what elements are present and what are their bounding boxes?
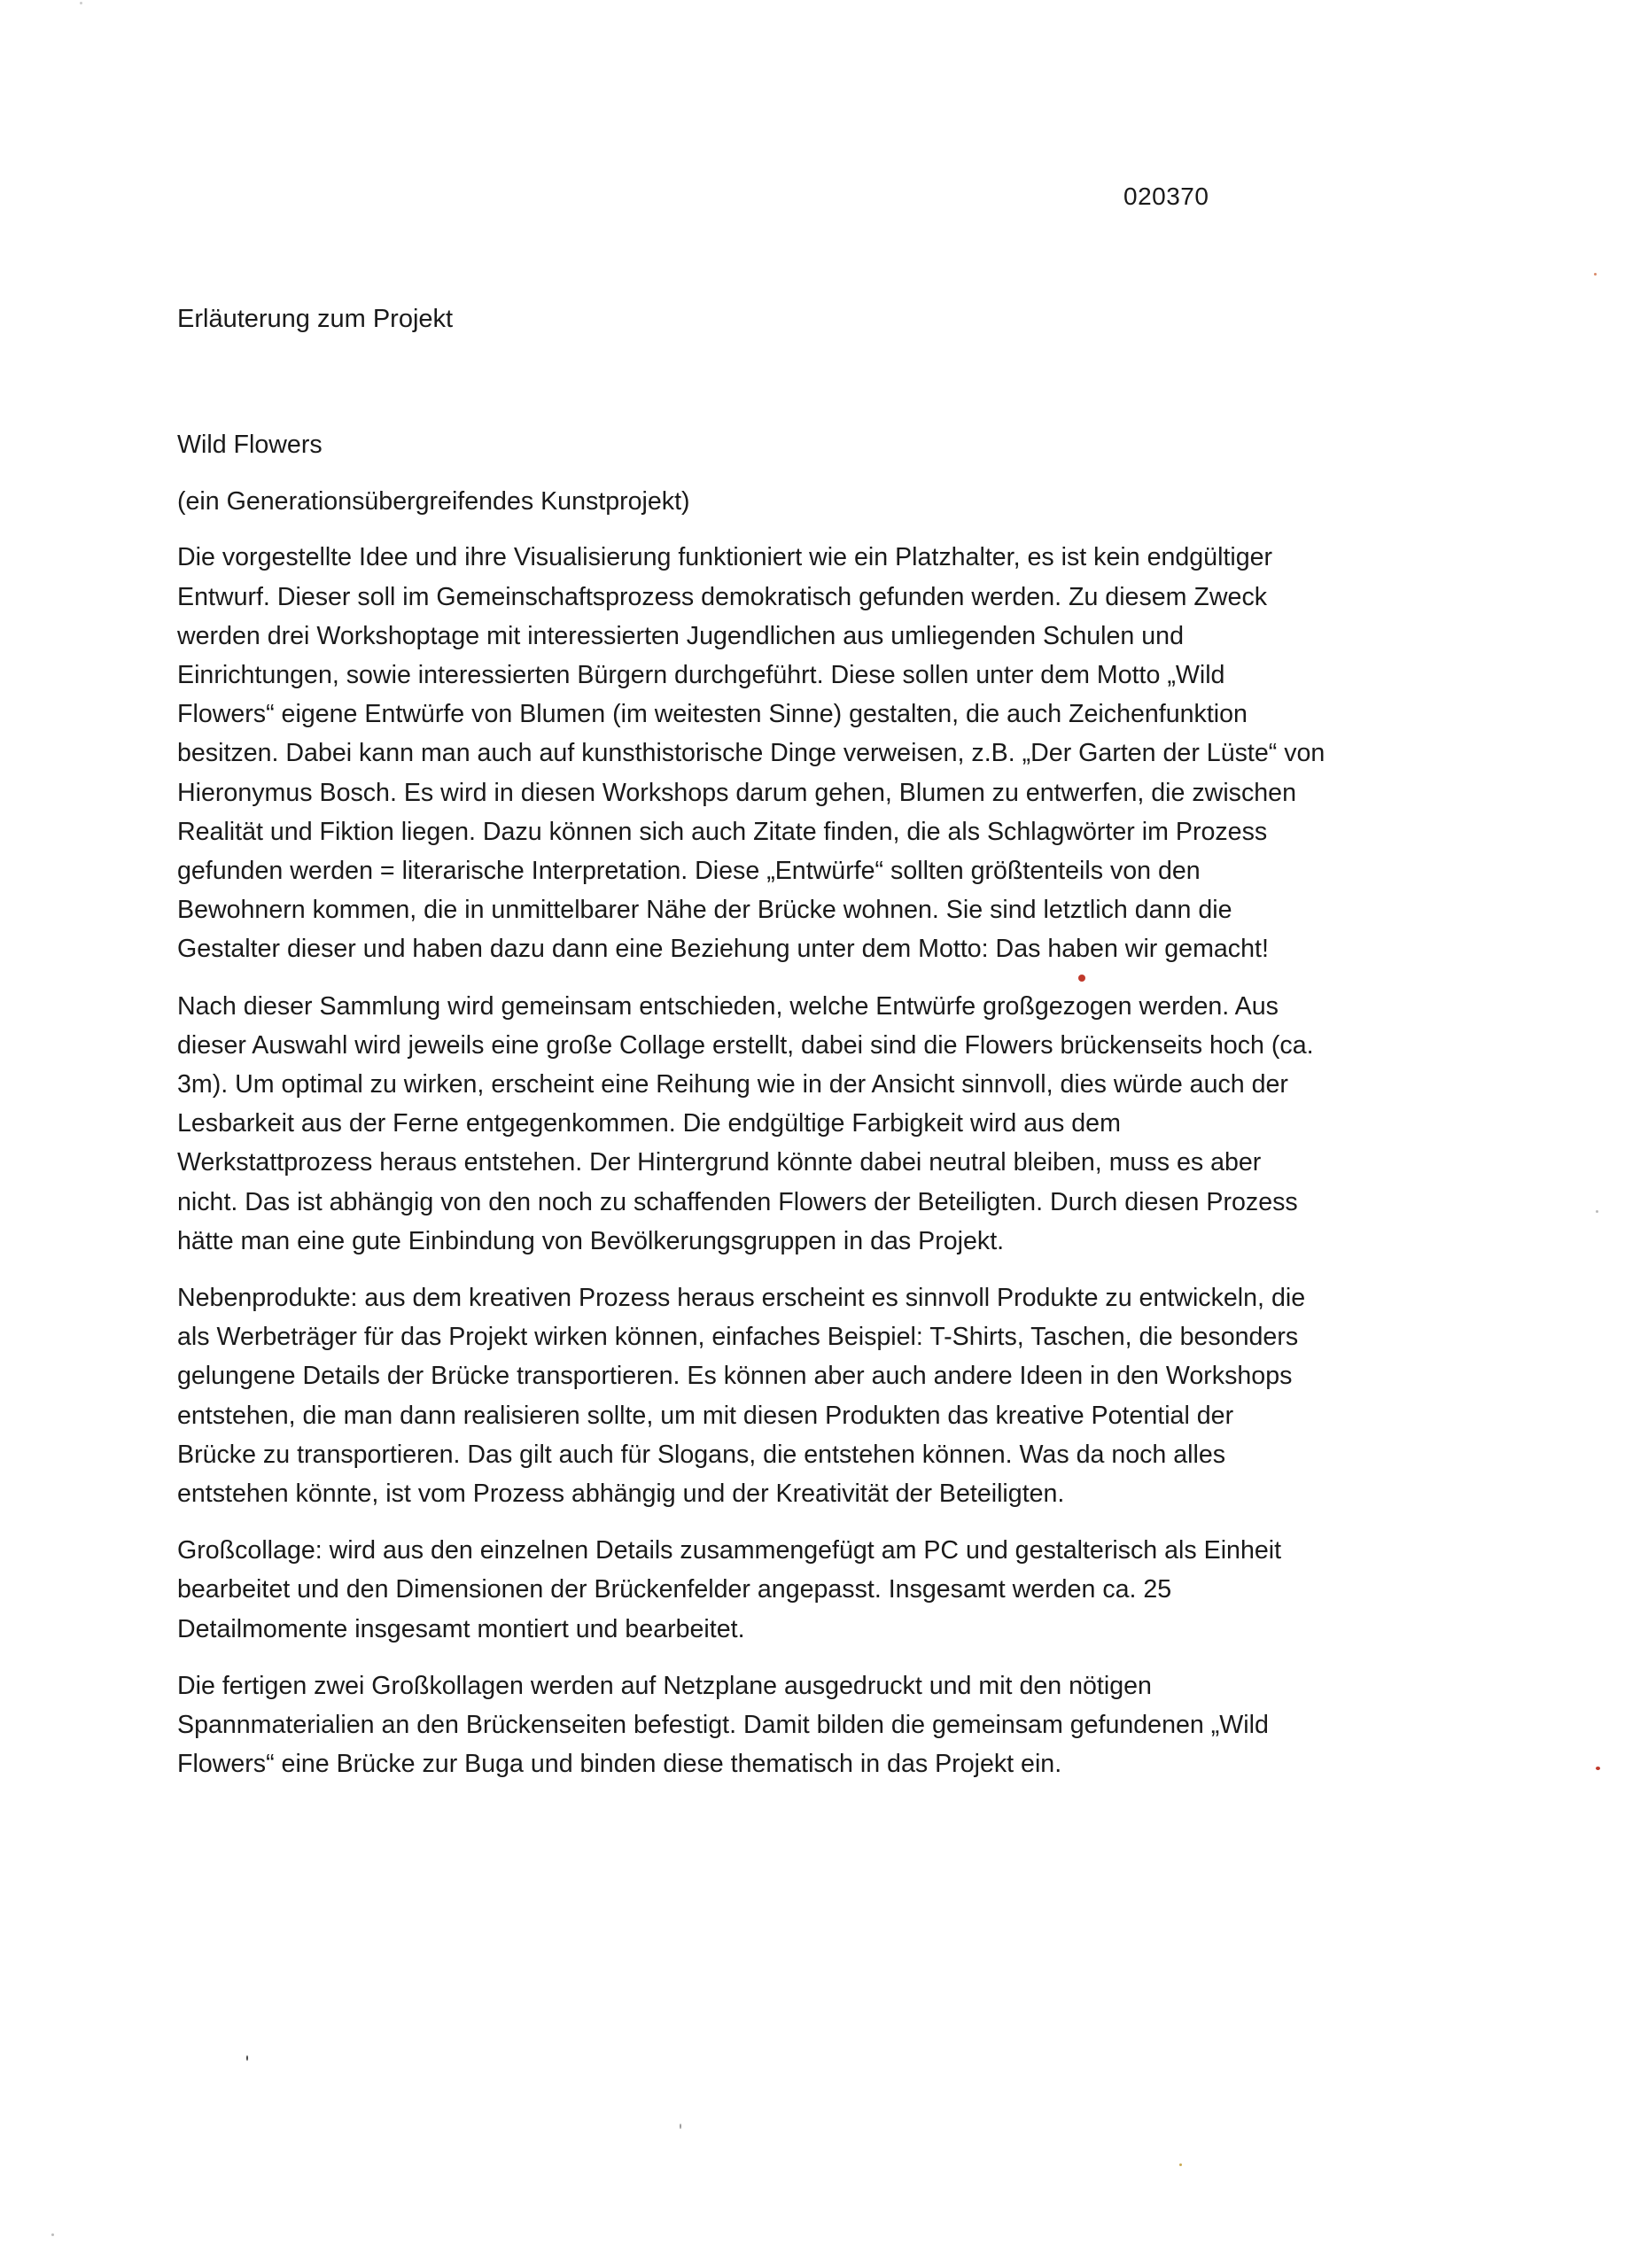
text-line: Hieronymus Bosch. Es wird in diesen Workshops darum gehen, Blumen zu entwerfen, die zwischen: [177, 778, 1296, 807]
project-subtitle: (ein Generationsübergreifendes Kunstprojekt): [177, 487, 690, 517]
text-line: dieser Auswahl wird jeweils eine große Collage erstellt, dabei sind die Flowers brückenseits hoch (ca.: [177, 1030, 1314, 1060]
text-line: Die vorgestellte Idee und ihre Visualisierung funktioniert wie ein Platzhalter, es ist kein endgültiger: [177, 543, 1273, 572]
text-line: Flowers“ eine Brücke zur Buga und binden diese thematisch in das Projekt ein.: [177, 1750, 1062, 1779]
document-body: [177, 425, 1471, 1802]
body-paragraph: [177, 987, 1471, 1261]
text-line: Realität und Fiktion liegen. Dazu können sich auch Zitate finden, die als Schlagwörter im Prozess: [177, 817, 1268, 846]
text-line: Die fertigen zwei Großkollagen werden auf Netzplane ausgedruckt und mit den nötigen: [177, 1671, 1152, 1700]
text-line: besitzen. Dabei kann man auch auf kunsthistorische Dinge verweisen, z.B. „Der Garten der Lüste“ von: [177, 739, 1325, 768]
text-line: Spannmaterialien an den Brückenseiten befestigt. Damit bilden die gemeinsam gefundenen „Wild: [177, 1711, 1269, 1740]
scan-speck: [246, 2055, 248, 2061]
text-line: Gestalter dieser und haben dazu dann eine Beziehung unter dem Motto: Das haben wir gemacht!: [177, 935, 1269, 964]
text-line: werden drei Workshoptage mit interessierten Jugendlichen aus umliegenden Schulen und: [177, 621, 1184, 650]
text-line: Einrichtungen, sowie interessierten Bürgern durchgeführt. Diese sollen unter dem Motto „Wild: [177, 661, 1225, 690]
scan-speck: [80, 2, 82, 4]
body-paragraph: [177, 538, 1471, 968]
text-line: gefunden werden = literarische Interpretation. Diese „Entwürfe“ sollten größtenteils von den: [177, 857, 1201, 886]
text-line: Werkstattprozess heraus entstehen. Der Hintergrund könnte dabei neutral bleiben, muss es aber: [177, 1148, 1262, 1177]
text-line: als Werbeträger für das Projekt wirken können, einfaches Beispiel: T-Shirts, Taschen, die besonders: [177, 1323, 1299, 1352]
text-line: Nebenprodukte: aus dem kreativen Prozess heraus erscheint es sinnvoll Produkte zu entwickeln, die: [177, 1284, 1306, 1313]
paragraph-list: [177, 538, 1471, 1783]
text-line: Brücke zu transportieren. Das gilt auch für Slogans, die entstehen können. Was da noch alles: [177, 1440, 1226, 1469]
text-line: hätte man eine gute Einbindung von Bevölkerungsgruppen in das Projekt.: [177, 1226, 1005, 1255]
scan-speck: [680, 2124, 681, 2129]
text-line: Flowers“ eigene Entwürfe von Blumen (im weitesten Sinne) gestalten, die auch Zeichenfunktion: [177, 700, 1248, 729]
text-line: bearbeitet und den Dimensionen der Brückenfelder angepasst. Insgesamt werden ca. 25: [177, 1575, 1172, 1604]
scan-speck: [51, 2233, 54, 2236]
text-line: Entwurf. Dieser soll im Gemeinschaftsprozess demokratisch gefunden werden. Zu diesem Zweck: [177, 582, 1268, 611]
text-line: Bewohnern kommen, die in unmittelbarer Nähe der Brücke wohnen. Sie sind letztlich dann die: [177, 896, 1232, 925]
text-line: entstehen könnte, ist vom Prozess abhängig und der Kreativität der Beteiligten.: [177, 1480, 1065, 1509]
body-paragraph: [177, 1278, 1471, 1513]
text-line: nicht. Das ist abhängig von den noch zu schaffenden Flowers der Beteiligten. Durch diesen Prozess: [177, 1187, 1298, 1216]
document-number: 020370: [1123, 183, 1209, 210]
text-line: Nach dieser Sammlung wird gemeinsam entschieden, welche Entwürfe großgezogen werden. Aus: [177, 991, 1279, 1021]
text-line: Detailmomente insgesamt montiert und bearbeitet.: [177, 1614, 745, 1643]
text-line: gelungene Details der Brücke transportieren. Es können aber auch andere Ideen in den Workshops: [177, 1362, 1293, 1391]
text-line: Großcollage: wird aus den einzelnen Details zusammengefügt am PC und gestalterisch als Einheit: [177, 1536, 1282, 1565]
project-title: Wild Flowers: [177, 431, 323, 459]
scan-speck: [1594, 273, 1597, 276]
text-line: Lesbarkeit aus der Ferne entgegenkommen. Die endgültige Farbigkeit wird aus dem: [177, 1109, 1121, 1138]
document-heading: Erläuterung zum Projekt: [177, 305, 454, 333]
scan-speck: [1596, 1210, 1598, 1213]
red-ink-dot: [1078, 975, 1085, 982]
scan-speck: [1179, 2163, 1182, 2166]
text-line: entstehen, die man dann realisieren sollte, um mit diesen Produkten das kreative Potential der: [177, 1401, 1234, 1430]
body-paragraph: [177, 1666, 1471, 1784]
red-ink-dot: [1596, 1767, 1600, 1770]
body-paragraph: [177, 1531, 1471, 1649]
text-line: 3m). Um optimal zu wirken, erscheint eine Reihung wie in der Ansicht sinnvoll, dies würde auch der: [177, 1070, 1288, 1099]
